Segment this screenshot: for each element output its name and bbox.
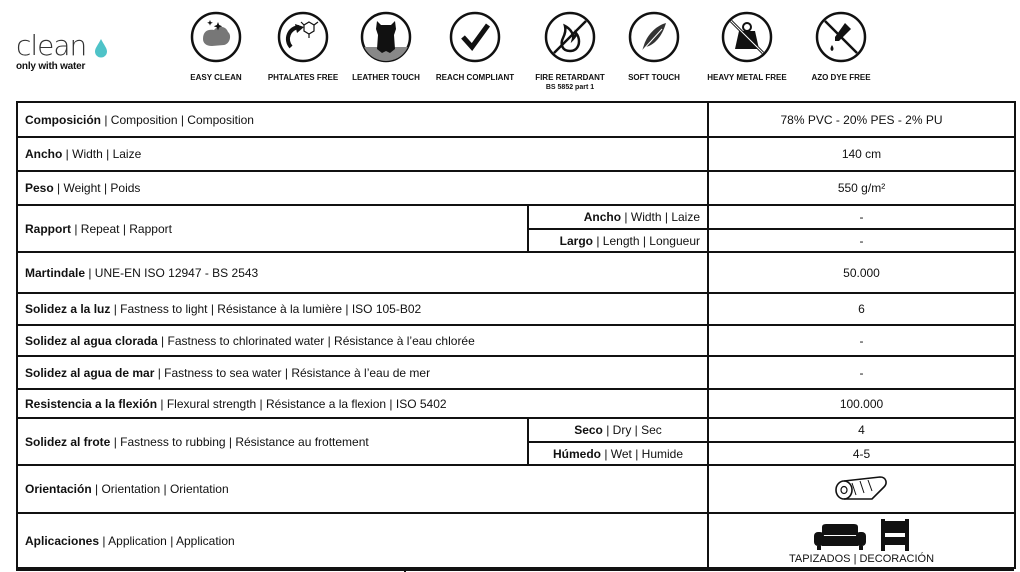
table-row bbox=[17, 137, 1015, 171]
label-cell: Resistencia a la flexión | Flexural strength | Résistance a la flexion | ISO 5402 bbox=[17, 389, 708, 418]
badge-soft-touch bbox=[614, 11, 694, 83]
spec-table bbox=[16, 101, 1016, 569]
badge-leather-touch bbox=[346, 11, 426, 83]
value-cell: 550 g/m² bbox=[708, 171, 1015, 205]
badge-easy-clean bbox=[176, 11, 256, 83]
value-cell: - bbox=[708, 325, 1015, 356]
table-row bbox=[17, 171, 1015, 205]
table-row bbox=[17, 465, 1015, 513]
value-cell: - bbox=[708, 356, 1015, 389]
application-icons bbox=[716, 519, 1007, 551]
label-cell: Peso | Weight | Poids bbox=[17, 171, 708, 205]
sparkle-stain-icon bbox=[190, 11, 242, 63]
label-cell: Solidez al agua clorada | Fastness to chlorinated water | Résistance à l’eau chlorée bbox=[17, 325, 708, 356]
flame-icon bbox=[544, 11, 596, 63]
table-row bbox=[17, 252, 1015, 293]
value-cell bbox=[708, 465, 1015, 513]
value-cell bbox=[708, 513, 1015, 568]
badge-phtalates-free bbox=[263, 11, 343, 83]
label-cell: Solidez a la luz | Fastness to light | Résistance à la lumière | ISO 105-B02 bbox=[17, 293, 708, 325]
badge-azo-dye-free bbox=[796, 11, 886, 83]
leather-hide-icon bbox=[360, 11, 412, 63]
label-cell: Ancho | Width | Laize bbox=[17, 137, 708, 171]
sub-label-cell: Largo | Length | Longueur bbox=[528, 229, 708, 252]
fabric-roll-icon bbox=[832, 473, 892, 503]
sub-label-cell: Seco | Dry | Sec bbox=[528, 418, 708, 442]
badge-label: LEATHER TOUCH bbox=[352, 73, 420, 82]
table-row bbox=[17, 102, 1015, 137]
logo-word: clean bbox=[16, 29, 87, 62]
table-row bbox=[17, 418, 1015, 442]
badge-sublabel: BS 5852 part 1 bbox=[545, 84, 595, 91]
table-row bbox=[17, 205, 1015, 229]
label-cell: Solidez al agua de mar | Fastness to sea water | Résistance à l’eau de mer bbox=[17, 356, 708, 389]
no-weight-icon bbox=[721, 11, 773, 63]
label-cell: Composición | Composition | Composition bbox=[17, 102, 708, 137]
feather-icon bbox=[628, 11, 680, 63]
sub-label-cell: Húmedo | Wet | Humide bbox=[528, 442, 708, 465]
value-cell: 100.000 bbox=[708, 389, 1015, 418]
badge-label: EASY CLEAN bbox=[190, 73, 242, 82]
sofa-icon bbox=[814, 523, 866, 551]
table-row bbox=[17, 356, 1015, 389]
no-dropper-icon bbox=[815, 11, 867, 63]
table-row bbox=[17, 293, 1015, 325]
label-cell: Solidez al frote | Fastness to rubbing | Résistance au frottement bbox=[17, 418, 528, 465]
badge-label: SOFT TOUCH bbox=[628, 73, 680, 82]
label-cell: Martindale | UNE-EN ISO 12947 - BS 2543 bbox=[17, 252, 708, 293]
label-cell: Rapport | Repeat | Rapport bbox=[17, 205, 528, 252]
badge-heavy-metal-free bbox=[701, 11, 793, 83]
badge-label: REACH COMPLIANT bbox=[435, 73, 515, 82]
application-caption: TAPIZADOS | DECORACIÓN bbox=[788, 552, 935, 565]
molecule-arrow-icon bbox=[277, 11, 329, 63]
value-cell: - bbox=[708, 229, 1015, 252]
value-cell: 4-5 bbox=[708, 442, 1015, 465]
value-cell: - bbox=[708, 205, 1015, 229]
label-cell: Aplicaciones | Application | Application bbox=[17, 513, 708, 568]
badge-reach-compliant bbox=[430, 11, 520, 83]
badge-label: PHTALATES FREE bbox=[267, 73, 339, 82]
bed-icon bbox=[880, 519, 910, 551]
value-cell: 4 bbox=[708, 418, 1015, 442]
value-cell: 6 bbox=[708, 293, 1015, 325]
badge-fire-retardant bbox=[525, 11, 615, 92]
logo-tagline: only with water bbox=[16, 61, 86, 72]
sub-label-cell: Ancho | Width | Laize bbox=[528, 205, 708, 229]
water-drop-icon bbox=[94, 38, 108, 58]
bottom-rule bbox=[16, 569, 1014, 571]
table-row bbox=[17, 389, 1015, 418]
badge-label: HEAVY METAL FREE bbox=[707, 73, 787, 82]
label-cell: Orientación | Orientation | Orientation bbox=[17, 465, 708, 513]
value-cell: 78% PVC - 20% PES - 2% PU bbox=[708, 102, 1015, 137]
badge-label: AZO DYE FREE bbox=[811, 73, 871, 82]
table-row bbox=[17, 325, 1015, 356]
table-row bbox=[17, 513, 1015, 568]
badge-label: FIRE RETARDANT bbox=[535, 73, 605, 82]
value-cell: 50.000 bbox=[708, 252, 1015, 293]
value-cell: 140 cm bbox=[708, 137, 1015, 171]
checkmark-icon bbox=[449, 11, 501, 63]
brand-logo bbox=[16, 29, 116, 72]
